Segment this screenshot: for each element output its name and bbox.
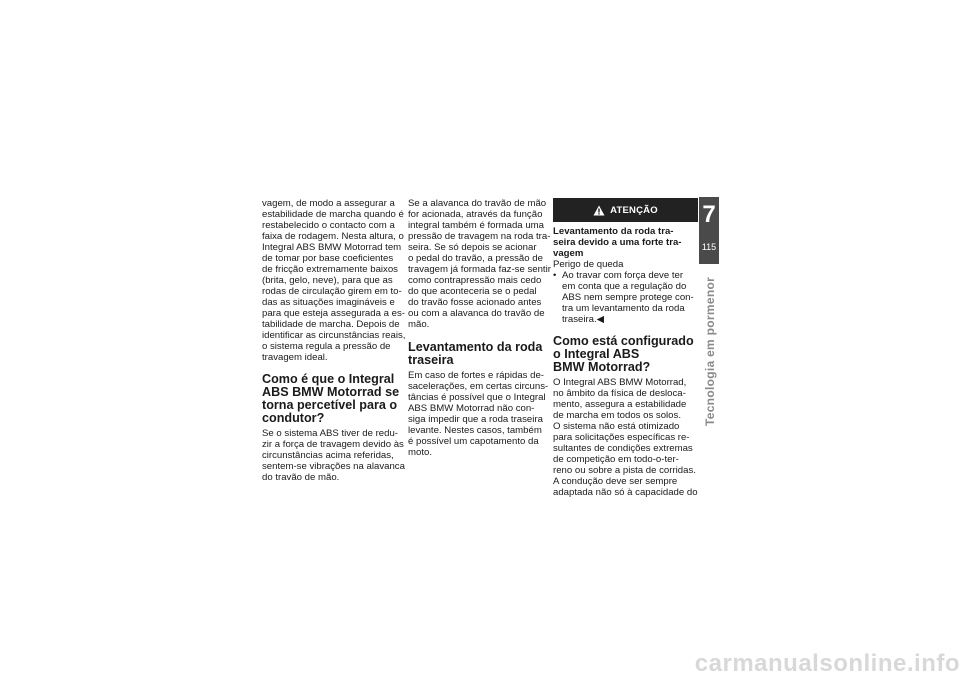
warning-banner — [553, 198, 698, 222]
body-paragraph: Se o sistema ABS tiver de redu- zir a força de travagem devido às circunstâncias acima referidas, sentem-se vibrações na alavanca do travão de mão. — [262, 428, 405, 483]
body-paragraph: O Integral ABS BMW Motorrad, no âmbito da física de desloca- mento, assegura a estabilidade de marcha em todos os solos. O sistema não está otimizado para solicitações específicas re- sultantes de condições extremas de competição em todo-o-ter- reno ou sobre a pista de corridas. A condução deve ser sempre adaptada não só à capacidade do — [553, 377, 698, 498]
chapter-number: 7 — [702, 201, 716, 228]
body-paragraph: vagem, de modo a assegurar a estabilidade de marcha quando é restabelecido o contacto com a faixa de rodagem. Nesta altura, o Integral ABS BMW Motorrad tem de tomar por base coeficientes de fricção extremamente baixos (brita, gelo, neve), para que as rodas de circulação girem em to- das as situações imagináveis e para que esteja assegurada a es- tabilidade de marcha. Depois de identificar as circunstâncias reais, o sistema regula a pressão de travagem ideal. — [262, 198, 406, 363]
chapter-tab — [699, 197, 719, 264]
warning-bullet-text: Ao travar com força deve ter em conta que a regulação do ABS nem sempre protege con- tra um levantamento da roda traseira.◀ — [562, 270, 694, 325]
text-column-1 — [262, 198, 407, 483]
text-column-2 — [408, 198, 553, 458]
text-column-3 — [553, 198, 698, 498]
section-heading: Levantamento da roda traseira — [408, 340, 543, 367]
section-heading: Como está configurado o Integral ABS BMW Motorrad? — [553, 334, 694, 374]
section-heading: Como é que o Integral ABS BMW Motorrad se torna percetível para o condutor? — [262, 372, 400, 425]
warning-title: Levantamento da roda tra- seira devido a uma forte tra- vagem — [553, 226, 682, 259]
page-number: 115 — [701, 242, 717, 252]
bullet-dot-icon: • — [553, 270, 557, 281]
watermark: carmanualsonline.info — [694, 650, 960, 677]
warning-subtitle: Perigo de queda — [553, 259, 624, 270]
body-paragraph: Se a alavanca do travão de mão for acionada, através da função integral também é formada uma pressão de travagem na roda tra- seira. Se só depois se acionar o pedal do travão, a pressão de travagem já formada faz-se sentir como contrapressão mais cedo do que aconteceria se o pedal do travão fosse acionado antes ou com a alavanca do travão de mão. — [408, 198, 551, 330]
body-paragraph: Em caso de fortes e rápidas de- sacelerações, em certas circuns- tâncias é possível que o Integral ABS BMW Motorrad não con- siga impedir que a roda traseira levante. Nestes casos, também é possível um capotamento da moto. — [408, 370, 549, 458]
warning-triangle-icon — [593, 205, 605, 216]
chapter-title-vertical — [700, 276, 720, 426]
warning-label: ATENÇÃO — [610, 204, 658, 216]
warning-bullet — [553, 270, 698, 325]
chapter-title-text: Tecnologia em pormenor — [703, 276, 717, 426]
